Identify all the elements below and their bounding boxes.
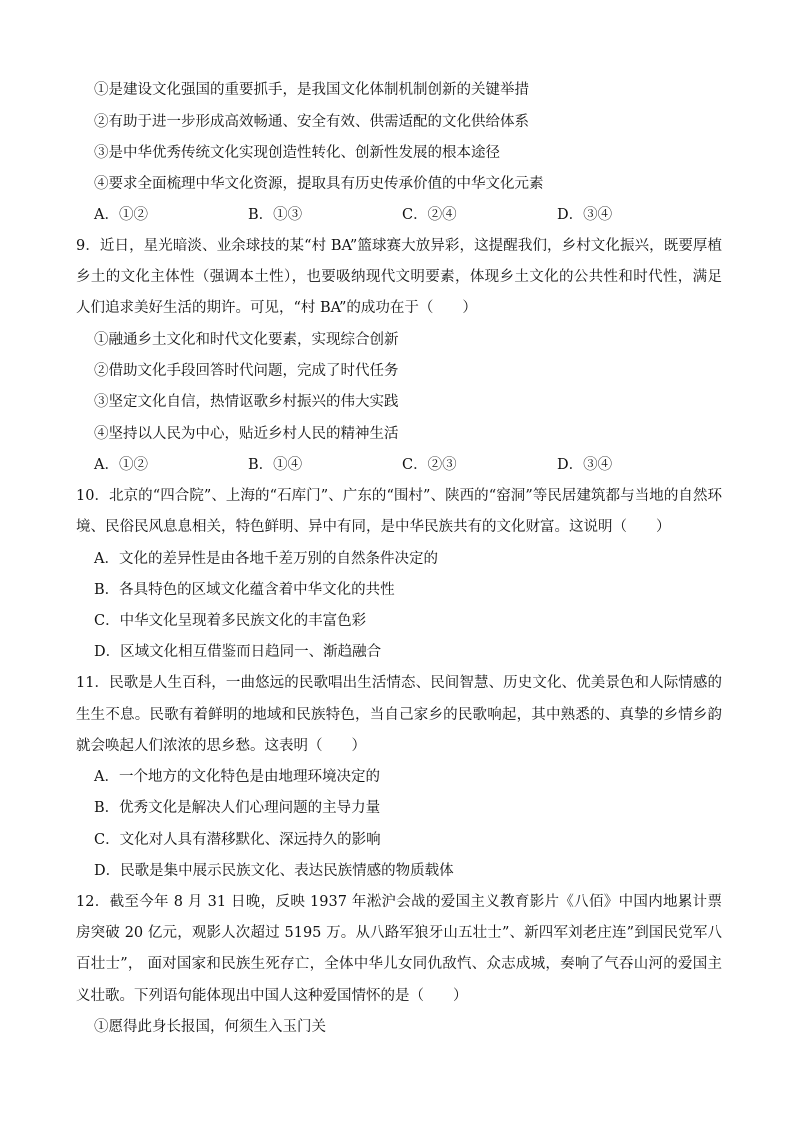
q9-stem-line-1: 9．近日，星光暗淡、业余球技的某“村 BA”篮球赛大放异彩，这提醒我们，乡村文化振兴，既要厚植	[76, 238, 722, 254]
q8-item-3: ③是中华优秀传统文化实现创造性转化、创新性发展的根本途径	[94, 145, 500, 161]
q10-option-c: C．中华文化呈现着多民族文化的丰富色彩	[94, 613, 367, 629]
q8-option-c: C．②④	[402, 207, 457, 223]
q9-stem-line-2: 乡土的文化主体性（强调本土性），也要吸纳现代文明要素，体现乡土文化的公共性和时代性，满足	[76, 269, 722, 285]
q12-item-1: ①愿得此身长报国，何须生入玉门关	[94, 1019, 326, 1035]
q9-option-c: C．②③	[402, 457, 457, 473]
q11-option-c: C．文化对人具有潜移默化、深远持久的影响	[94, 832, 381, 848]
q8-option-d: D．③④	[557, 207, 613, 223]
q9-option-b: B．①④	[248, 457, 303, 473]
q9-stem-line-3: 人们追求美好生活的期许。可见，“村 BA”的成功在于（ ）	[76, 300, 477, 316]
q8-option-b: B．①③	[248, 207, 303, 223]
q12-stem-line-4: 义壮歌。下列语句能体现出中国人这种爱国情怀的是（ ）	[76, 988, 468, 1004]
q10-option-d: D．区域文化相互借鉴而日趋同一、渐趋融合	[94, 644, 382, 660]
q8-item-1: ①是建设文化强国的重要抓手，是我国文化体制机制创新的关键举措	[94, 82, 529, 98]
q12-stem-line-1: 12．截至今年 8 月 31 日晚，反映 1937 年淞沪会战的爱国主义教育影片《八佰》中国内地累计票	[76, 894, 722, 910]
q9-item-3: ③坚定文化自信，热情讴歌乡村振兴的伟大实践	[94, 394, 399, 410]
q9-item-2: ②借助文化手段回答时代问题，完成了时代任务	[94, 363, 399, 379]
q10-stem-line-1: 10．北京的“四合院”、上海的“石库门”、广东的“围村”、陕西的“窑洞”等民居建筑都与当地的自然环	[76, 488, 722, 504]
q8-item-4: ④要求全面梳理中华文化资源，提取具有历史传承价值的中华文化元素	[94, 176, 544, 192]
q12-stem-line-2: 房突破 20 亿元，观影人次超过 5195 万。从八路军狼牙山五壮士”、新四军刘老庄连”到国民党军八	[76, 925, 722, 941]
q8-option-a: A．①②	[94, 207, 148, 223]
q8-item-2: ②有助于进一步形成高效畅通、安全有效、供需适配的文化供给体系	[94, 114, 529, 130]
q9-item-1: ①融通乡土文化和时代文化要素，实现综合创新	[94, 332, 399, 348]
q11-stem-line-1: 11．民歌是人生百科，一曲悠远的民歌唱出生活情态、民间智慧、历史文化、优美景色和人际情感的	[76, 675, 722, 691]
q11-stem-line-3: 就会唤起人们浓浓的思乡愁。这表明（ ）	[76, 738, 366, 754]
q9-option-d: D．③④	[557, 457, 613, 473]
q10-option-a: A．文化的差异性是由各地千差万别的自然条件决定的	[94, 551, 438, 567]
q9-item-4: ④坚持以人民为中心，贴近乡村人民的精神生活	[94, 426, 399, 442]
q11-option-a: A．一个地方的文化特色是由地理环境决定的	[94, 769, 380, 785]
q11-option-b: B．优秀文化是解决人们心理问题的主导力量	[94, 800, 381, 816]
q12-stem-line-3: 百壮士”， 面对国家和民族生死存亡，全体中华儿女同仇敌忾、众志成城，奏响了气吞山河的爱国主	[76, 956, 722, 972]
q10-stem-line-2: 境、民俗民风息息相关，特色鲜明、异中有同，是中华民族共有的文化财富。这说明（ ）	[76, 519, 671, 535]
q11-option-d: D．民歌是集中展示民族文化、表达民族情感的物质载体	[94, 863, 454, 879]
q10-option-b: B．各具特色的区域文化蕴含着中华文化的共性	[94, 582, 395, 598]
q11-stem-line-2: 生生不息。民歌有着鲜明的地域和民族特色，当自己家乡的民歌响起，其中熟悉的、真挚的乡情乡韵	[76, 707, 722, 723]
q9-option-a: A．①②	[94, 457, 148, 473]
